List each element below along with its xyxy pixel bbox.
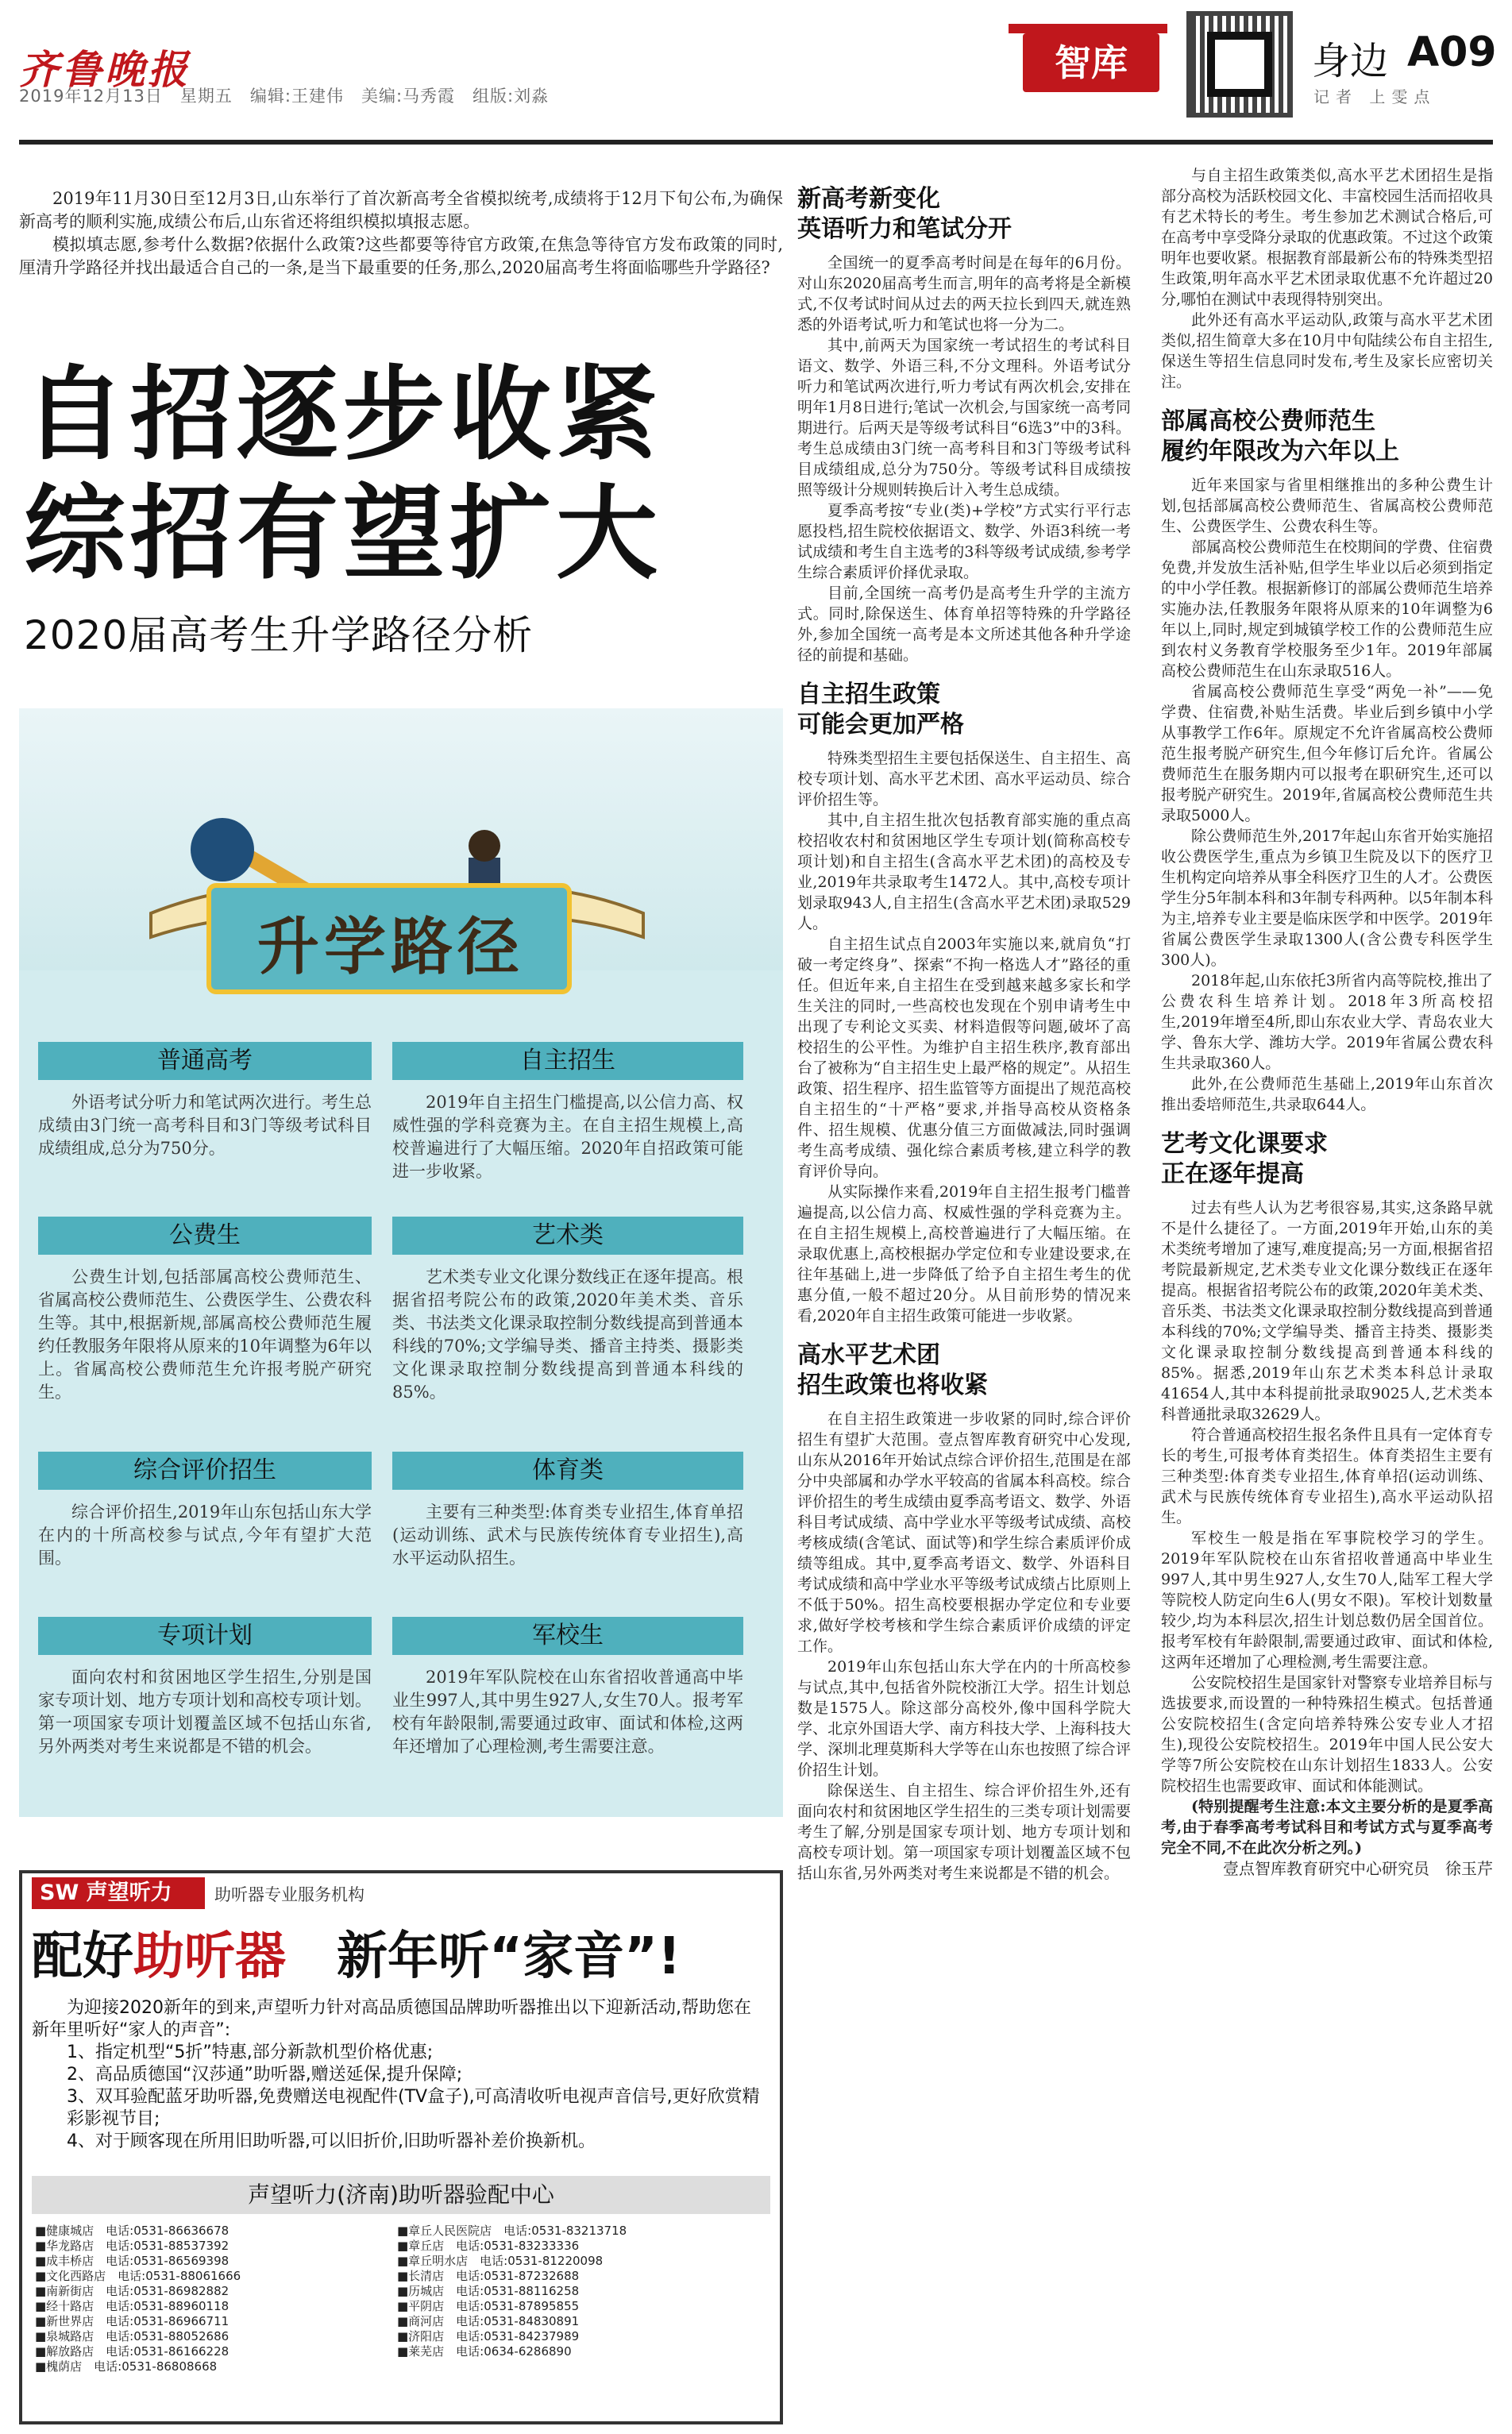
author-signature: 壹点智库教育研究中心研究员 徐玉芹 bbox=[1223, 1859, 1493, 1878]
store-item: ■华龙路店 电话:0531-88537392 bbox=[35, 2239, 230, 2253]
graphic-banner-title: 升学路径 bbox=[256, 912, 524, 983]
card-title: 自主招生 bbox=[392, 1042, 743, 1080]
card-title: 公费生 bbox=[38, 1217, 372, 1255]
section-tab-decoration bbox=[1009, 24, 1167, 33]
article-subheading: 新高考新变化 英语听力和笔试分开 bbox=[797, 185, 1012, 243]
article-paragraph: 部属高校公费师范生在校期间的学费、住宿费免费,并发放生活补贴,但学生毕业以后必须到指定的中小学任教。根据新修订的部属公费师范生培养实施办法,任教服务年限将从原来的10年调整为6年以上,同时,规定到城镇学校工作的公费师范生应到农村义务教育学校服务至少1年。2019年部属高校公费师范生在山东录取516人。 bbox=[1161, 538, 1494, 680]
card-self-enrollment bbox=[392, 1042, 743, 1183]
store-item: ■莱芜店 电话:0634-6286890 bbox=[397, 2344, 572, 2359]
article-subheading: 高水平艺术团 招生政策也将收紧 bbox=[797, 1341, 988, 1399]
article-paragraph: 近年来国家与省里相继推出的多种公费生计划,包括部属高校公费师范生、省属高校公费师范生、公费医学生、公费农科生等。 bbox=[1161, 476, 1493, 535]
intro bbox=[19, 187, 783, 280]
card-text: 2019年自主招生门槛提高,以公信力高、权威性强的学科竞赛为主。在自主招生规模上,高校普遍进行了大幅压缩。2020年自招政策可能进一步收紧。 bbox=[392, 1093, 743, 1181]
article-paragraph: 从实际操作来看,2019年自主招生报考门槛普遍提高,以公信力高、权威性强的学科竞赛为主。在自主招生规模上,高校普遍进行了大幅压缩。在录取优惠上,高校根据办学定位和专业建设要求,在往年基础上,进一步降低了给予自主招生考生的优惠分值,一般不超过20分。从目前形势的情况来看,2020年自主招生政策可能进一步收紧。 bbox=[797, 1183, 1131, 1325]
article-note: (特别提醒考生注意:本文主要分析的是夏季高考,由于春季高考考试科目和考试方式与夏季高考完全不同,不在此次分析之列。) bbox=[1161, 1798, 1493, 1857]
article-paragraph: 目前,全国统一高考仍是高考生升学的主流方式。同时,除保送生、体育单招等特殊的升学路径外,参加全国统一高考是本文所述其他各种升学途径的前提和基础。 bbox=[797, 584, 1131, 664]
article-paragraph: 自主招生试点自2003年实施以来,就肩负“打破一考定终身”、探索“不拘一格选人才”路径的重任。但近年来,自主招生在受到越来越多家长和学生关注的同时,一些高校也发现在个别申请考生中出现了专利论文买卖、材料造假等问题,破坏了高校招生的公平性。为维护自主招生秩序,教育部出台了被称为“自主招生史上最严格的规定”。从招生政策、招生程序、招生监管等方面提出了规范高校自主招生的“十严格”要求,并指导高校从资格条件、招生规模、优惠分值三方面做减法,同时强调考生高考成绩、强化综合素质考核,建立科学的教育评价导向。 bbox=[797, 935, 1131, 1180]
ad-intro-text: 为迎接2020新年的到来,声望听力针对高品质德国品牌助听器推出以下迎新活动,帮助您在新年里听好“家人的声音”: bbox=[32, 1998, 751, 2040]
ad-store-list-left bbox=[35, 2224, 392, 2374]
article-paragraph: 全国统一的夏季高考时间是在每年的6月份。对山东2020届高考生而言,明年的高考将是全新模式,不仅考试时间从过去的两天拉长到四天,就连熟悉的外语考试,听力和笔试也将一分为二。 bbox=[797, 254, 1131, 334]
store-item: ■泉城路店 电话:0531-88052686 bbox=[35, 2329, 230, 2343]
article-paragraph: 夏季高考按“专业(类)+学校”方式实行平行志愿投档,招生院校依据语文、数学、外语3科统一考试成绩和考生自主选考的3科等级考试成绩,参考学生综合素质评价择优录取。 bbox=[797, 502, 1131, 581]
header-rule bbox=[19, 140, 1493, 145]
card-title: 专项计划 bbox=[38, 1617, 372, 1655]
headline-line-1: 自招逐步收紧 bbox=[24, 356, 663, 474]
store-item: ■长清店 电话:0531-87232688 bbox=[397, 2269, 580, 2283]
ad-tagline: 助听器专业服务机构 bbox=[214, 1885, 364, 1904]
article-paragraph: 其中,前两天为国家统一考试招生的考试科目语文、数学、外语三科,不分文理科。外语考试分听力和笔试两次进行,听力考试有两次机会,安排在明年1月8日进行;笔试一次机会,与国家统一高考同期进行。后两天是等级考试科目“6选3”中的3科。考生总成绩由3门统一高考科目和3门等级考试科目成绩组成,总分为750分。等级考试科目成绩按照等级计分规则转换后计入考生总成绩。 bbox=[797, 337, 1131, 499]
ad-item: 4、对于顾客现在所用旧助听器,可以旧折价,旧助听器补差价换新机。 bbox=[67, 2131, 596, 2151]
card-comprehensive bbox=[38, 1452, 372, 1570]
card-title: 体育类 bbox=[392, 1452, 743, 1490]
card-title: 综合评价招生 bbox=[38, 1452, 372, 1490]
ad-center-title: 声望听力(济南)助听器验配中心 bbox=[32, 2176, 770, 2214]
store-item: ■解放路店 电话:0531-86166228 bbox=[35, 2344, 230, 2359]
store-item: ■平阴店 电话:0531-87895855 bbox=[397, 2299, 580, 2313]
store-item: ■槐荫店 电话:0531-86808668 bbox=[35, 2359, 218, 2374]
card-regular-exam bbox=[38, 1042, 372, 1160]
card-title: 军校生 bbox=[392, 1617, 743, 1655]
ad-body bbox=[32, 1997, 762, 2153]
ad-item: 3、双耳验配蓝牙助听器,免费赠送电视配件(TV盒子),可高清收听电视声音信号,更好欣赏精彩影视节目; bbox=[67, 2087, 760, 2129]
byline: 记者 上雯点 bbox=[1313, 87, 1437, 106]
intro-paragraph: 模拟填志愿,参考什么数据?依据什么政策?这些都要等待官方政策,在焦急等待官方发布政策的同时,厘清升学路径并找出最适合自己的一条,是当下最重要的任务,那么,2020届高考生将面临哪些升学路径? bbox=[19, 235, 783, 277]
store-item: ■章丘人民医院店 电话:0531-83213718 bbox=[397, 2224, 627, 2238]
card-military bbox=[392, 1617, 743, 1758]
intro-paragraph: 2019年11月30日至12月3日,山东举行了首次新高考全省模拟统考,成绩将于12月下旬公布,为确保新高考的顺利实施,成绩公布后,山东省还将组织模拟填报志愿。 bbox=[19, 189, 783, 231]
article-subheading: 艺考文化课要求 正在逐年提高 bbox=[1161, 1130, 1328, 1188]
article-paragraph: 此外,在公费师范生基础上,2019年山东首次推出委培师范生,共录取644人。 bbox=[1161, 1075, 1493, 1113]
card-special-program bbox=[38, 1617, 372, 1758]
card-text: 综合评价招生,2019年山东包括山东大学在内的十所高校参与试点,今年有望扩大范围。 bbox=[38, 1502, 372, 1568]
article-paragraph: 在自主招生政策进一步收紧的同时,综合评价招生有望扩大范围。壹点智库教育研究中心发现,山东从2016年开始试点综合评价招生,范围是在部分中央部属和办学水平较高的省属本科高校。综合评价招生的考生成绩由夏季高考语文、数学、外语科目考试成绩、高中学业水平等级考试成绩、高校考核成绩(含笔试、面试等)和学生综合素质评价成绩等组成。其中,夏季高考语文、数学、外语科目考试成绩和高中学业水平等级考试成绩占比原则上不低于50%。招生高校要根据办学定位和专业要求,做好学校考核和学生综合素质评价成绩的评定工作。 bbox=[797, 1410, 1131, 1655]
store-item: ■南新街店 电话:0531-86982882 bbox=[35, 2284, 230, 2298]
article-paragraph: 省属高校公费师范生享受“两免一补”——免学费、住宿费,补贴生活费。毕业后到乡镇中小学从事教学工作6年。原规定不允许省属高校公费师范生报考脱产研究生,但今年修订后允许。省属公费师范生在服务期内可以报考在职研究生,还可以报考脱产研究生。2019年,省属高校公费师范生共录取5000人。 bbox=[1161, 683, 1493, 824]
section-name: 身边 bbox=[1312, 39, 1389, 83]
article-subheading: 自主招生政策 可能会更加严格 bbox=[797, 681, 964, 739]
store-item: ■章丘店 电话:0531-83233336 bbox=[397, 2239, 580, 2253]
article-paragraph: 2019年山东包括山东大学在内的十所高校参与试点,其中,包括省外院校浙江大学。招生计划总数是1575人。除这部分高校外,像中国科学院大学、北京外国语大学、南方科技大学、上海科技大学、深圳北理莫斯科大学等在山东也按照了综合评价招生计划。 bbox=[797, 1658, 1131, 1779]
article-subheading: 部属高校公费师范生 履约年限改为六年以上 bbox=[1161, 407, 1399, 465]
card-text: 2019年军队院校在山东省招收普通高中毕业生997人,其中男生927人,女生70人。报考军校有年龄限制,需要通过政审、面试和体检,这两年还增加了心理检测,考生需要注意。 bbox=[392, 1668, 743, 1756]
article-paragraph: 军校生一般是指在军事院校学习的学生。2019年军队院校在山东省招收普通高中毕业生997人,其中男生927人,女生70人,陆军工程大学等院校人防定向生6人(男女不限)。军校计划数量较少,均为本科层次,招生计划总数仍居全国首位。报考军校有年龄限制,需要通过政审、面试和体检,这两年还增加了心理检测,考生需要注意。 bbox=[1161, 1529, 1493, 1671]
store-item: ■章丘明水店 电话:0531-81220098 bbox=[397, 2254, 604, 2268]
article-paragraph: 特殊类型招生主要包括保送生、自主招生、高校专项计划、高水平艺术团、高水平运动员、综合评价招生等。 bbox=[797, 750, 1131, 808]
article-paragraph: 除保送生、自主招生、综合评价招生外,还有面向农村和贫困地区学生招生的三类专项计划需要考生了解,分别是国家专项计划、地方专项计划和高校专项计划。第一项国家专项计划覆盖区域不包括山东省,另外两类对考生来说都是不错的机会。 bbox=[797, 1782, 1131, 1882]
ad-headline-post: 新年听“家音”! bbox=[286, 1927, 681, 1986]
card-text: 艺术类专业文化课分数线正在逐年提高。根据省招考院公布的政策,2020年美术类、音乐类、书法类文化课录取控制分数线提高到普通本科线的70%;文学编导类、播音主持类、摄影类文化课录取控制分数线提高到普通本科线的85%。 bbox=[392, 1267, 743, 1402]
ad-headline-pre: 配好 bbox=[32, 1927, 133, 1986]
card-title: 艺术类 bbox=[392, 1217, 743, 1255]
page-number: A09 bbox=[1407, 29, 1497, 76]
card-sports bbox=[392, 1452, 743, 1570]
ad-item: 1、指定机型“5折”特惠,部分新款机型价格优惠; bbox=[67, 2042, 434, 2062]
card-arts bbox=[392, 1217, 743, 1404]
store-item: ■新世界店 电话:0531-86966711 bbox=[35, 2314, 230, 2328]
article-paragraph: 除公费师范生外,2017年起山东省开始实施招收公费医学生,重点为乡镇卫生院及以下的医疗卫生机构定向培养从事全科医疗卫生的人才。公费医学生分5年制本科和3年制专科两种。以5年制本科为主,培养专业主要是临床医学和中医学。2019年省属公费医学生录取1300人(含公费专科医学生300人)。 bbox=[1161, 827, 1494, 969]
store-item: ■成丰桥店 电话:0531-86569398 bbox=[35, 2254, 230, 2268]
card-title: 普通高考 bbox=[38, 1042, 372, 1080]
card-text: 主要有三种类型:体育类专业招生,体育单招(运动训练、武术与民族传统体育专业招生),高水平运动队招生。 bbox=[392, 1502, 743, 1568]
store-item: ■历城店 电话:0531-88116258 bbox=[397, 2284, 580, 2298]
article-paragraph: 此外还有高水平运动队,政策与高水平艺术团类似,招生简章大多在10月中旬陆续公布自主招生,保送生等招生信息同时发布,考生及家长应密切关注。 bbox=[1161, 311, 1493, 391]
store-item: ■商河店 电话:0531-84830891 bbox=[397, 2314, 580, 2328]
store-item: ■经十路店 电话:0531-88960118 bbox=[35, 2299, 230, 2313]
masthead-logo: 齐鲁晚报 bbox=[19, 46, 191, 93]
article-paragraph: 过去有些人认为艺考很容易,其实,这条路早就不是什么捷径了。一方面,2019年开始,山东的美术类统考增加了速写,难度提高;另一方面,根据省招考院最新规定,艺术类专业文化课分数线正在逐年提高。根据省招考院公布的政策,2020年美术类、音乐类、书法类文化课录取控制分数线提高到普通本科线的70%;文学编导类、播音主持类、摄影类文化课录取控制分数线提高到普通本科线的85%。据悉,2019年山东艺术类本科总计录取41654人,其中本科提前批录取9025人,艺术类本科普通批录取32629人。 bbox=[1161, 1199, 1494, 1423]
article-paragraph: 2018年起,山东依托3所省内高等院校,推出了公费农科生培养计划。2018年3所高校招生,2019年增至4所,即山东农业大学、青岛农业大学、鲁东大学、潍坊大学。2019年省属公费农科生共录取360人。 bbox=[1161, 972, 1493, 1072]
article-paragraph: 与自主招生政策类似,高水平艺术团招生是指部分高校为活跃校园文化、丰富校园生活而招收具有艺术特长的考生。考生参加艺术测试合格后,可在高考中享受降分录取的优惠政策。不过这个政策明年也要收紧。根据教育部最新公布的特殊类型招生政策,明年高水平艺术团录取优惠不允许超过20分,哪怕在测试中表现得特别突出。 bbox=[1161, 167, 1494, 308]
ad-headline bbox=[32, 1915, 681, 1988]
ad-headline-highlight: 助听器 bbox=[133, 1927, 286, 1986]
store-item: ■健康城店 电话:0531-86636678 bbox=[35, 2224, 230, 2238]
article-paragraph: 其中,自主招生批次包括教育部实施的重点高校招收农村和贫困地区学生专项计划(简称高校专项计划)和自主招生(含高水平艺术团)的高校及专业,2019年共录取考生1472人。其中,高校专项计划录取943人,自主招生(含高水平艺术团)录取529人。 bbox=[797, 812, 1131, 932]
ad-brand: SW 声望听力 bbox=[32, 1877, 205, 1909]
card-text: 面向农村和贫困地区学生招生,分别是国家专项计划、地方专项计划和高校专项计划。第一项国家专项计划覆盖区域不包括山东省,另外两类对考生来说都是不错的机会。 bbox=[38, 1668, 372, 1756]
qr-code-center bbox=[1207, 32, 1272, 97]
section-badge: 智库 bbox=[1023, 33, 1159, 92]
article-paragraph: 符合普通高校招生报名条件且具有一定体育专长的考生,可报考体育类招生。体育类招生主要有三种类型:体育类专业招生,体育单招(运动训练、武术与民族传统体育专业招生),高水平运动队招生。 bbox=[1161, 1426, 1494, 1526]
article-column-middle bbox=[797, 184, 1131, 1884]
ad-store-list-right bbox=[397, 2224, 770, 2359]
subheadline: 2020届高考生升学路径分析 bbox=[24, 612, 534, 658]
article-paragraph: 公安院校招生是国家针对警察专业培养目标与选拔要求,而设置的一种特殊招生模式。包括普通公安院校招生(含定向培养特殊公安专业人才招生),现役公安院校招生。2019年中国人民公安大学等7所公安院校在山东计划招生1833人。公安院校招生也需要政审、面试和体能测试。 bbox=[1161, 1674, 1494, 1795]
article-column-right bbox=[1161, 165, 1493, 1879]
ad-item: 2、高品质德国“汉莎通”助听器,赠送延保,提升保障; bbox=[67, 2065, 463, 2085]
card-publicly-funded bbox=[38, 1217, 372, 1404]
card-text: 公费生计划,包括部属高校公费师范生、省属高校公费师范生、公费医学生、公费农科生等。其中,根据新规,部属高校公费师范生履约任教服务年限将从原来的10年调整为6年以上。省属高校公费师范生允许报考脱产研究生。 bbox=[38, 1267, 372, 1402]
issue-line: 2019年12月13日 星期五 编辑:王建伟 美编:马秀霞 组版:刘淼 bbox=[19, 87, 550, 106]
store-item: ■文化西路店 电话:0531-88061666 bbox=[35, 2269, 241, 2283]
headline-line-2: 综招有望扩大 bbox=[24, 475, 663, 593]
card-text: 外语考试分听力和笔试两次进行。考生总成绩由3门统一高考科目和3门等级考试科目成绩组成,总分为750分。 bbox=[38, 1093, 372, 1158]
store-item: ■济阳店 电话:0531-84237989 bbox=[397, 2329, 580, 2343]
